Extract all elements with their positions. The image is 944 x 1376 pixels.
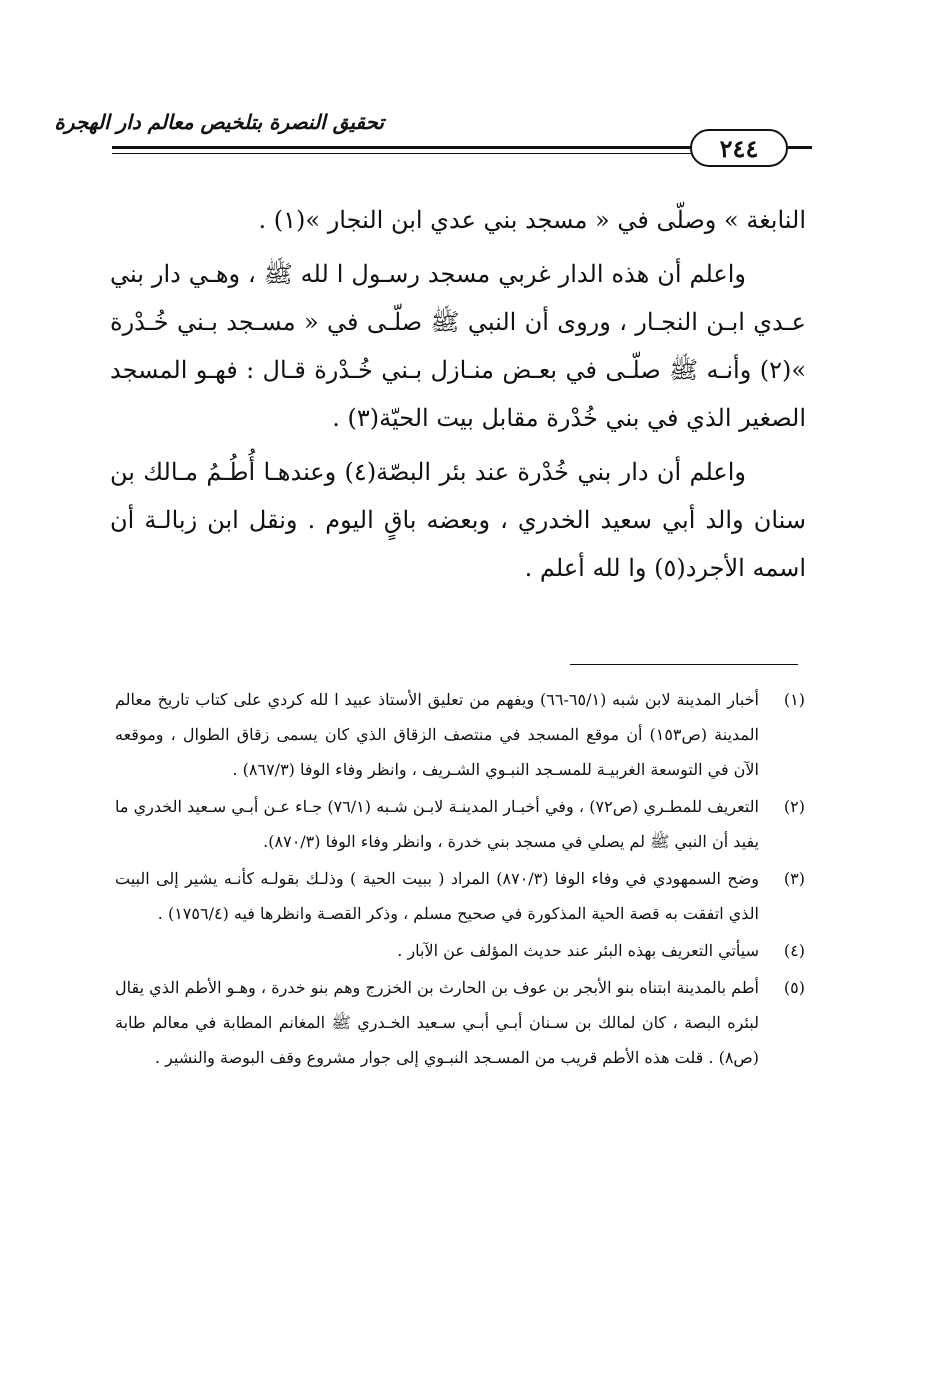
footnote-1 [115, 682, 805, 787]
footnote-number: (٢) [783, 797, 805, 816]
footnote-text: أخبار المدينة لابن شبه (٦٥/١-٦٦) ويفهم من تعليق الأستاذ عبيد ا لله كردي على كتاب تاريخ معالم المدينة (ص١٥٣) أن موقع المسجد في منتصف الزقاق الذي كان يسمى زقاق الطوال ، وموقعه الآن في التوسعة الغربيـة للمسـجد النبـوي الشـريف ، وانظر وفاء الوفا (٨٦٧/٣) . [115, 690, 759, 779]
footnote-2 [115, 789, 805, 859]
footnote-number: (١) [783, 690, 805, 709]
footnote-separator [570, 664, 798, 665]
header-rule-thick [112, 146, 692, 149]
footnote-text: وضح السمهودي في وفاء الوفا (٨٧٠/٣) المراد ( ببيت الحية ) وذلـك بقولـه كأنـه يشير إلى البيت الذي اتفقت به قصة الحية المذكورة في صحيح مسلم ، وذكر القصـة وانظرها فيه (١٧٥٦/٤) . [115, 869, 760, 923]
footnote-4 [115, 933, 805, 968]
footnote-text: سيأتي التعريف بهذه البئر عند حديث المؤلف عن الآبار . [397, 941, 759, 960]
main-text [110, 196, 806, 598]
page-number-ornament [788, 146, 812, 149]
footnote-number: (٣) [783, 869, 805, 888]
footnotes [115, 682, 805, 1077]
footnote-5 [115, 970, 805, 1075]
running-header-title: تحقيق النصرة بتلخيص معالم دار الهجرة [54, 110, 384, 134]
header-rule-thin [112, 153, 692, 154]
footnote-number: (٤) [783, 941, 805, 960]
footnote-3 [115, 861, 805, 931]
paragraph-2: واعلم أن هذه الدار غربي مسجد رسـول ا لله ﷺ ، وهـي دار بني عـدي ابـن النجـار ، وروى أن النبي ﷺ صلّـى في « مسـجد بـني خُـدْرة »(٢) وأنـه ﷺ صلّـى في بعـض منـازل بـني خُـدْرة قـال : فهـو المسجد الصغير الذي في بني خُدْرة مقابل بيت الحيّة(٣) . [110, 260, 806, 432]
footnote-number: (٥) [783, 978, 805, 997]
page-number: ٢٤٤ [690, 129, 788, 167]
paragraph-1: النابغة » وصلّى في « مسجد بني عدي ابن النجار »(١) . [258, 206, 806, 234]
footnote-text: التعريف للمطـري (ص٧٢) ، وفي أخبـار المدينـة لابـن شـبه (٧٦/١) جـاء عـن أبـي سـعيد الخدري ما يفيد أن النبي ﷺ لم يصلي في مسجد بني خدرة ، وانظر وفاء الوفا (٨٧٠/٣). [115, 797, 760, 851]
paragraph-3: واعلم أن دار بني خُدْرة عند بئر البصّة(٤) وعندهـا أُطُـمُ مـالك بن سنان والد أبي سعيد الخدري ، وبعضه باقٍ اليوم . ونقل ابن زبالـة أن اسمه الأجرد(٥) وا لله أعلم . [110, 458, 806, 582]
footnote-text: أطم بالمدينة ابتناه بنو الأبجر بن عوف بن الحارث بن الخزرج وهم بنو خدرة ، وهـو الأطم الذي يقال لبئره البصة ، كان لمالك بن سـنان أبـي أبـي سـعيد الخـدري ﷺ المغانم المطابة في معالم طابة (ص٨) . قلت هذه الأطم قريب من المسـجد النبـوي إلى جوار مشروع وقف البوصة والنشير . [115, 978, 759, 1067]
